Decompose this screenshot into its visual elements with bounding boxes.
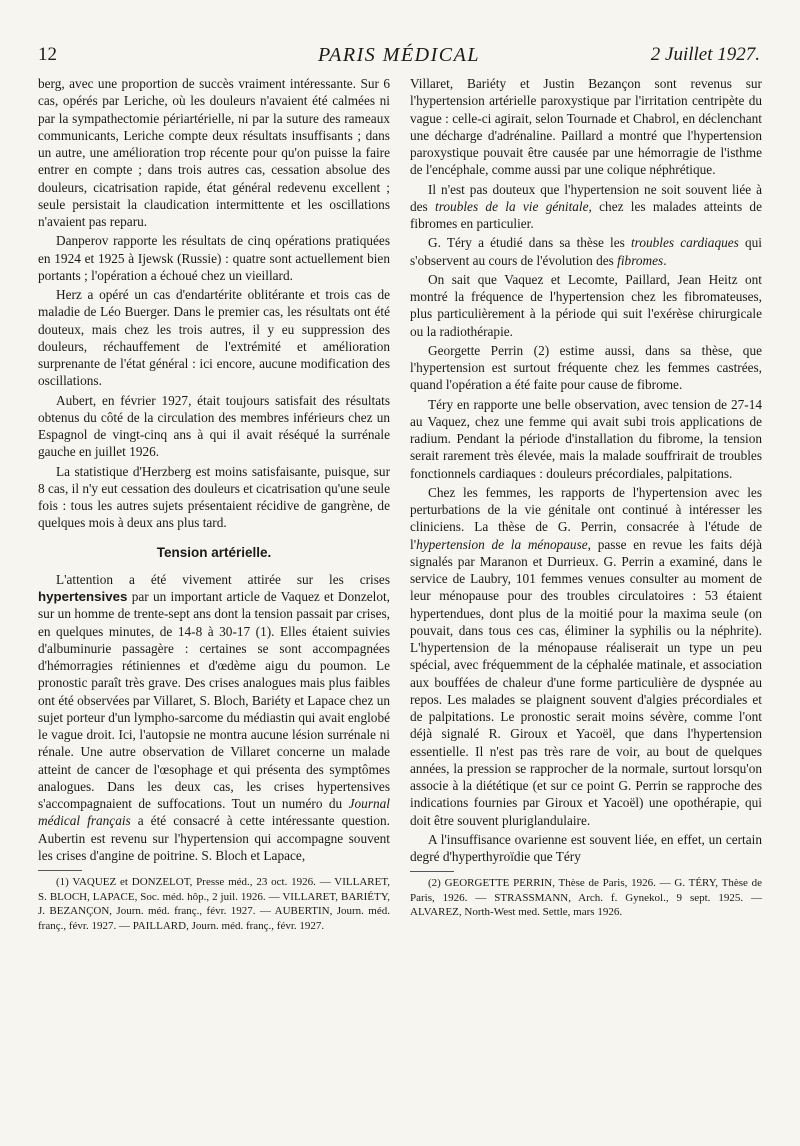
journal-name: Journal médical français — [38, 796, 390, 829]
footnote: (1) VAQUEZ et DONZELOT, Presse méd., 23 oct. 1926. — VILLARET, S. BLOCH, LAPACE, Soc. méd. hôp., 2 juil. 1926. — VILLARET, BARIÉTY, J. BEZANÇON, Journ. méd. franç., févr. 1927. — AUBERTIN, Journ. méd. franç., févr. 1927. — PAILLARD, Journ. méd. franç., févr. 1927. — [38, 876, 390, 932]
page-header — [38, 44, 760, 66]
paragraph: La statistique d'Herzberg est moins satisfaisante, puisque, sur 8 cas, il n'y eut cessation des douleurs et cicatrisation qu'une seule fois : tous les autres sujets présentaient récidive de gangrène, de quelques mois à deux ans plus tard. — [38, 463, 390, 531]
emphasis: troubles de la vie génitale — [435, 198, 589, 214]
emphasis: hypertensives — [38, 589, 128, 604]
page-number: 12 — [38, 44, 57, 65]
paragraph: G. Téry a étudié dans sa thèse les troubles cardiaques qui s'observent au cours de l'évolution des fibromes. — [410, 235, 762, 268]
journal-title: PARIS MÉDICAL — [318, 44, 480, 66]
right-column — [410, 75, 762, 920]
paragraph: Villaret, Bariéty et Justin Bezançon sont revenus sur l'hypertension artérielle paroxystique par l'irritation centripète du vague : celle-ci agirait, selon Tournade et Chabrol, en déclenchant une décharge d'adrénaline. Paillard a montré que l'hypertension paroxystique pouvait être causée par une hémorragie de l'isthme de l'encéphale, comme aussi par une colique néphrétique. — [410, 76, 762, 178]
paragraph: A l'insuffisance ovarienne est souvent liée, en effet, un certain degré d'hyperthyroïdie que Téry — [410, 831, 762, 864]
paragraph: L'attention a été vivement attirée sur les crises hypertensives par un important article de Vaquez et Donzelot, sur un homme de trente-sept ans dont la tension passait par crises, en quelques minutes, de 14-8 à 30-17 (1). Elles étaient suivies d'albuminurie passagère : certaines se sont accompagnées d'hémorragies rétiniennes et d'œdème aigu du poumon. Le pronostic paraît très grave. Des crises analogues mais plus faibles ont été observées par Villaret, S. Bloch, Bariéty et Lapace chez un sujet porteur d'un lympho-sarcome du médiastin qui avait englobé le vague droit. Ici, l'autopsie ne montra aucune lésion surrénale ni rénale. Une autre observation de Villaret concerne un malade atteint de cancer de l'œsophage et qui présenta des symptômes analogues. Dans les deux cas, les crises hypertensives s'accompagnaient de suffocations. Tout un numéro du Journal médical français a été consacré à cette intéressante question. Aubertin est revenu sur l'hypertension qui accompagne souvent les crises d'angine de poitrine. S. Bloch et Lapace, — [38, 571, 390, 863]
footnote-divider — [38, 870, 82, 871]
paragraph: berg, avec une proportion de succès vraiment intéressante. Sur 6 cas, opérés par Leriche, où les douleurs n'avaient été calmées ni par la sympathectomie périartérielle, ni par la suture des rameaux communicants, Leriche compte deux résultats insuffisants ; dans un autre, une amélioration trop récente pour qu'on puisse la faire entrer en compte ; dans trois autres cas, cessation absolue des douleurs, cicatrisation rapide, état général redevenu excellent ; seule persistait la claudication intermittente et les oscillations n'avaient pas reparu. — [38, 76, 390, 229]
paragraph: Chez les femmes, les rapports de l'hypertension avec les perturbations de la vie génitale ont continué à intéresser les cliniciens. La thèse de G. Perrin, consacrée à l'étude de l'hypertension de la ménopause, passe en revue les faits déjà signalés par Maranon et Durrieux. G. Perrin a examiné, dans le service de Laubry, 101 femmes venues consulter au moment de leur ménopause pour des troubles circulatoires : 53 étaient hypertendues, dont plus de la moitié pour la maxima seule (on pouvait, dans tous ces cas, éliminer la syphilis ou la néphrite). L'hypertension de la ménopause réaliserait un type un peu spécial, avec fréquemment de la céphalée matinale, et association aux bouffées de chaleur d'une forme particulière de dyspnée au repos. Les malades se plaignent souvent d'algies précordiales et de palpitations. Le pronostic serait moins sévère, comme l'ont déjà signalé R. Giroux et Yacoël, que dans l'hypertension essentielle. Il n'est pas très rare de voir, au bout de quelques années, la pression se rapprocher de la normale, surtout lorsqu'on associe à la diététique (et sur ce point G. Perrin se rapproche des indications fournies par Giroux et Yacoël) une opothérapie, qui doit être souvent pluriglandulaire. — [410, 484, 762, 828]
section-heading: Tension artérielle. — [156, 544, 272, 560]
left-column — [38, 75, 390, 933]
paragraph: Herz a opéré un cas d'endartérite oblitérante et trois cas de maladie de Léo Buerger. Dans le premier cas, les résultats ont été douteux, mais chez les trois autres, il y eu suppression des douleurs, réchauffement de l'extrémité et amélioration surprenante de l'état général : ici encore, aucune modification des oscillations. — [38, 287, 390, 389]
footnote-divider — [410, 871, 454, 872]
paragraph: Aubert, en février 1927, était toujours satisfait des résultats obtenus du côté de la circulation des membres inférieurs chez un Espagnol de vingt-cinq ans à qui il avait réséqué la surrénale gauche en juillet 1926. — [38, 392, 390, 460]
emphasis: fibromes — [617, 252, 664, 268]
paragraph: Georgette Perrin (2) estime aussi, dans sa thèse, que l'hypertension est surtout fréquente chez les femmes castrées, quand l'opération a été faite pour cause de fibrome. — [410, 342, 762, 393]
paragraph: Il n'est pas douteux que l'hypertension ne soit souvent liée à des troubles de la vie génitale, chez les malades atteints de fibromes en particulier. — [410, 181, 762, 231]
paragraph: On sait que Vaquez et Lecomte, Paillard, Jean Heitz ont montré la fréquence de l'hypertension chez les fibromateuses, plus particulièrement à la période qui suit l'exérèse chirurgicale ou la radiothérapie. — [410, 271, 762, 339]
paragraph: Téry en rapporte une belle observation, avec tension de 27-14 au Vaquez, chez une femme qui avait subi trois applications de radium. Pendant la période d'installation du fibrome, la tension serait rarement très élevée, mais la malade souffrirait de troubles fonctionnels cardiaques : douleurs précordiales, palpitations. — [410, 396, 762, 481]
issue-date: 2 Juillet 1927. — [650, 44, 760, 65]
emphasis: troubles cardiaques — [630, 235, 739, 251]
footnote: (2) GEORGETTE PERRIN, Thèse de Paris, 1926. — G. TÉRY, Thèse de Paris, 1926. — STRASSMANN, Arch. f. Gynekol., 9 sept. 1925. — ALVAREZ, North-West med. Settle, mars 1926. — [410, 877, 762, 919]
paragraph: Danperov rapporte les résultats de cinq opérations pratiquées en 1924 et 1925 à Ijewsk (Russie) : quatre sont actuellement bien portants ; l'opération a échoué chez un vieillard. — [38, 233, 390, 283]
emphasis: hypertension de la ménopause — [416, 536, 588, 552]
